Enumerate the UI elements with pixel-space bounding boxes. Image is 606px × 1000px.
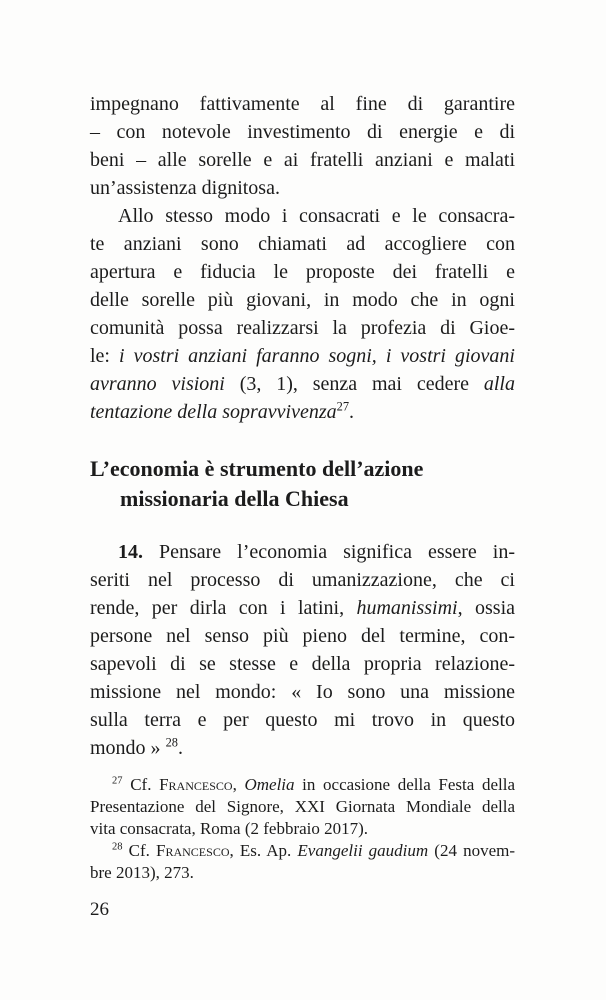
text-line <box>90 230 515 258</box>
text-run: , ossia <box>457 597 515 619</box>
text-line <box>90 818 515 840</box>
text-run: apertura e fiducia le proposte dei fratelli e <box>90 261 515 283</box>
text-line <box>90 862 515 884</box>
text-line <box>90 146 515 174</box>
text-line <box>90 174 515 202</box>
text-run: Cf. <box>122 841 157 860</box>
text-run: delle sorelle più giovani, in modo che in ogni <box>90 289 515 311</box>
footnote-ref-28: 28 <box>165 735 178 750</box>
page-number: 26 <box>90 899 109 920</box>
text-run: avranno visioni <box>90 373 225 395</box>
footnotes-block <box>90 774 515 884</box>
text-line <box>90 796 515 818</box>
text-run: Presentazione del Signore, XXI Giornata Mondiale della <box>90 797 515 816</box>
footnote-27 <box>90 774 515 840</box>
text-line <box>90 622 515 650</box>
text-run: Cf. <box>122 775 160 794</box>
section-heading-line-1: L’economia è strumento dell’azione <box>90 456 424 481</box>
text-run: vita consacrata, Roma (2 febbraio 2017). <box>90 819 369 838</box>
text-run: impegnano fattivamente al fine di garantire <box>90 93 515 115</box>
footnote-28 <box>90 840 515 884</box>
text-line <box>90 342 515 370</box>
text-line <box>90 538 515 566</box>
text-line <box>90 650 515 678</box>
text-line <box>90 734 515 762</box>
text-line <box>90 370 515 398</box>
text-line <box>90 840 515 862</box>
text-run: tentazione della sopravvivenza <box>90 401 337 423</box>
text-run: (3, 1), senza mai cedere <box>224 373 484 395</box>
text-line <box>90 258 515 286</box>
text-line <box>90 774 515 796</box>
text-line <box>90 566 515 594</box>
section-heading <box>90 454 515 514</box>
text-run: le: <box>90 345 120 367</box>
body-paragraph-1 <box>90 90 515 202</box>
text-line <box>90 314 515 342</box>
text-run: seriti nel processo di umanizzazione, che ci <box>90 569 515 591</box>
section-heading-line-2: missionaria della Chiesa <box>120 486 349 511</box>
text-line <box>90 706 515 734</box>
text-run: comunità possa realizzarsi la profezia di Gioe- <box>90 317 515 339</box>
body-paragraph-2 <box>90 202 515 426</box>
text-run: humanissimi <box>356 597 458 619</box>
text-run: alla <box>483 373 515 395</box>
text-run: i vostri anziani faranno sogni, i vostri giovani <box>119 345 515 367</box>
text-run: mondo » <box>90 737 166 759</box>
page-content <box>90 0 515 922</box>
text-run: . <box>349 401 355 423</box>
text-run: persone nel senso più pieno del termine, con- <box>90 625 515 647</box>
text-run: in occasione della Festa della <box>294 775 515 794</box>
footnote-marker-27: 27 <box>112 775 123 787</box>
text-line <box>90 286 515 314</box>
text-run: . <box>177 737 183 759</box>
text-run: sulla terra e per questo mi trovo in questo <box>90 709 515 731</box>
text-run: bre 2013), 273. <box>90 863 194 882</box>
text-run: sapevoli di se stesse e della propria relazione- <box>90 653 515 675</box>
text-run: Evangelii gaudium <box>297 841 429 860</box>
footnote-marker-28: 28 <box>112 841 123 853</box>
text-line <box>90 678 515 706</box>
body-paragraph-3 <box>90 538 515 762</box>
text-line <box>90 90 515 118</box>
text-run: , <box>232 775 245 794</box>
text-run: beni – alle sorelle e ai fratelli anziani e malati <box>90 149 515 171</box>
section-number: 14. <box>118 541 143 563</box>
text-run: (24 novem- <box>428 841 516 860</box>
text-run: Allo stesso modo i consacrati e le consacra- <box>118 205 515 227</box>
text-run: Pensare l’economia significa essere in- <box>143 541 515 563</box>
text-line <box>90 398 515 426</box>
footnote-ref-27: 27 <box>336 399 350 414</box>
text-run: Omelia <box>244 775 295 794</box>
text-line <box>90 202 515 230</box>
text-run: rende, per dirla con i latini, <box>90 597 357 619</box>
text-run: te anziani sono chiamati ad accogliere con <box>90 233 515 255</box>
text-run: Francesco <box>159 775 233 794</box>
text-run: un’assistenza dignitosa. <box>90 177 280 199</box>
text-run: Francesco <box>156 841 230 860</box>
text-line <box>90 118 515 146</box>
text-line <box>90 594 515 622</box>
text-run: missione nel mondo: « Io sono una missione <box>90 681 515 703</box>
text-run: , Es. Ap. <box>229 841 298 860</box>
text-run: – con notevole investimento di energie e di <box>90 121 515 143</box>
